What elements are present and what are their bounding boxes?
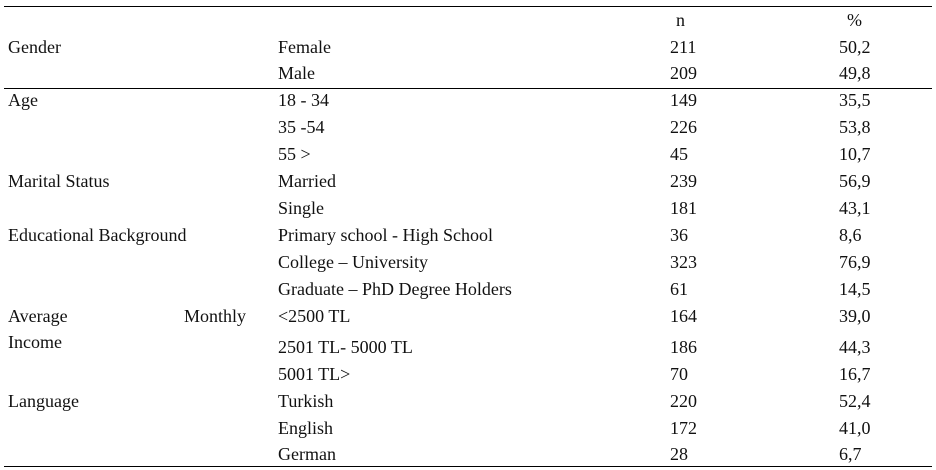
- category-label-income-line2: Income: [8, 332, 62, 352]
- percent-value: 6,7: [839, 444, 862, 464]
- percent-value: 35,5: [839, 90, 871, 110]
- group-label: German: [278, 444, 336, 464]
- percent-value: 52,4: [839, 391, 871, 411]
- group-label: Primary school - High School: [278, 225, 493, 245]
- top-rule: [4, 6, 932, 7]
- n-value: 239: [670, 171, 697, 191]
- n-value: 28: [670, 444, 688, 464]
- percent-value: 14,5: [839, 279, 871, 299]
- header-percent: %: [847, 10, 862, 30]
- income-word-average: Average: [8, 306, 68, 326]
- percent-value: 39,0: [839, 306, 871, 326]
- group-label: 55 >: [278, 144, 311, 164]
- category-label: Age: [8, 90, 38, 110]
- group-label: English: [278, 418, 334, 438]
- n-value: 211: [670, 37, 697, 57]
- group-label: Graduate – PhD Degree Holders: [278, 279, 512, 299]
- category-label: Educational Background: [8, 225, 187, 245]
- n-value: 164: [670, 306, 697, 326]
- header-n: n: [676, 10, 685, 30]
- percent-value: 44,3: [839, 337, 871, 357]
- bottom-rule: [4, 466, 932, 467]
- percent-value: 41,0: [839, 418, 871, 438]
- group-label: <2500 TL: [278, 306, 351, 326]
- percent-value: 16,7: [839, 364, 871, 384]
- n-value: 45: [670, 144, 688, 164]
- n-value: 323: [670, 252, 697, 272]
- n-value: 61: [670, 279, 688, 299]
- group-label: College – University: [278, 252, 428, 272]
- n-value: 181: [670, 198, 697, 218]
- percent-value: 53,8: [839, 117, 871, 137]
- n-value: 36: [670, 225, 688, 245]
- percent-value: 8,6: [839, 225, 862, 245]
- n-value: 226: [670, 117, 697, 137]
- category-label: Marital Status: [8, 171, 110, 191]
- gender-separator-rule: [4, 88, 932, 89]
- group-label: Male: [278, 63, 315, 83]
- n-value: 220: [670, 391, 697, 411]
- n-value: 149: [670, 90, 697, 110]
- group-label: 18 - 34: [278, 90, 329, 110]
- group-label: Female: [278, 37, 331, 57]
- n-value: 186: [670, 337, 697, 357]
- group-label: Turkish: [278, 391, 334, 411]
- percent-value: 50,2: [839, 37, 871, 57]
- n-value: 70: [670, 364, 688, 384]
- group-label: 2501 TL- 5000 TL: [278, 337, 413, 357]
- group-label: 5001 TL>: [278, 364, 351, 384]
- group-label: 35 -54: [278, 117, 325, 137]
- n-value: 209: [670, 63, 697, 83]
- percent-value: 43,1: [839, 198, 871, 218]
- category-label: Language: [8, 391, 79, 411]
- group-label: Married: [278, 171, 336, 191]
- percent-value: 49,8: [839, 63, 871, 83]
- percent-value: 10,7: [839, 144, 871, 164]
- group-label: Single: [278, 198, 325, 218]
- category-label-income-line1: [8, 306, 246, 326]
- income-word-monthly: Monthly: [183, 306, 246, 326]
- percent-value: 56,9: [839, 171, 871, 191]
- percent-value: 76,9: [839, 252, 871, 272]
- n-value: 172: [670, 418, 697, 438]
- category-label: Gender: [8, 37, 61, 57]
